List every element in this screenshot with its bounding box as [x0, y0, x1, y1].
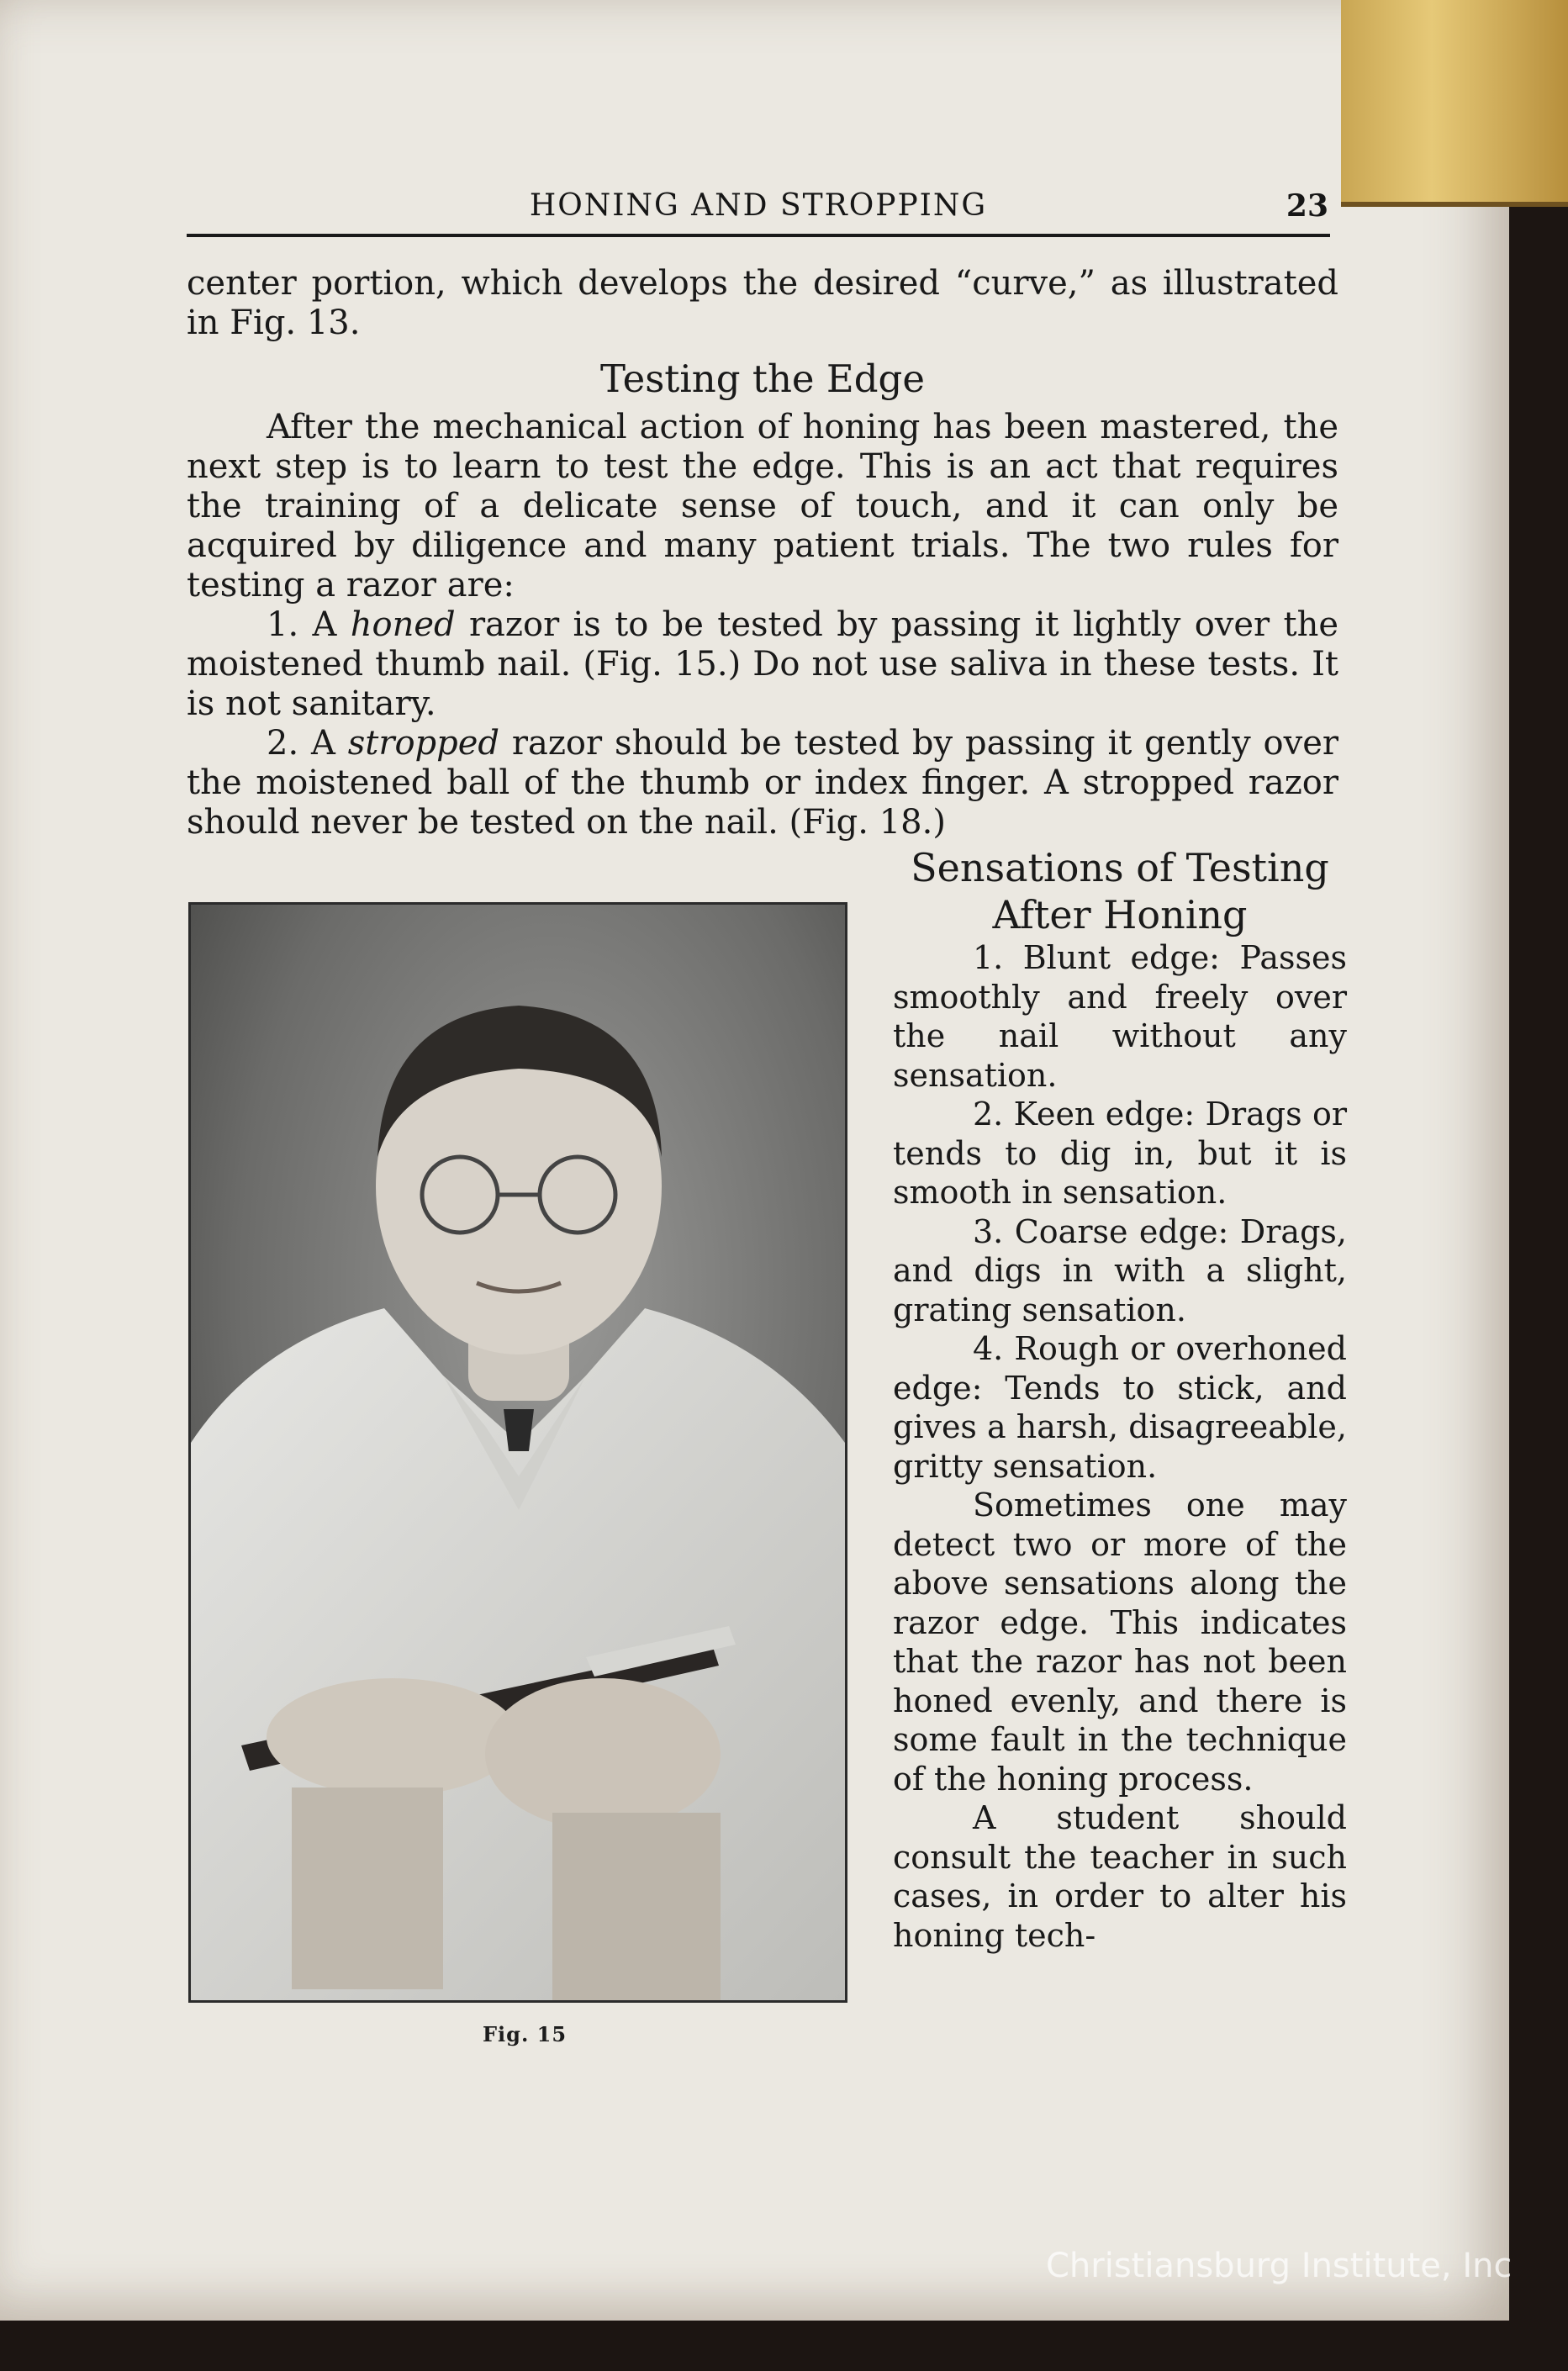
page-number: 23 [1286, 188, 1328, 224]
rule-1-paragraph [187, 605, 1338, 724]
rule-2-paragraph [187, 724, 1338, 842]
section-sensations [893, 844, 1347, 1955]
continuation-paragraph: center portion, which develops the desired “curve,” as illustrated in Fig. 13. [187, 264, 1338, 342]
sensations-heading-line-2: After Honing [992, 892, 1248, 937]
testing-intro-paragraph: After the mechanical action of honing has been mastered, the next step is to learn to test the edge. This is an act that requires the training of a delicate sense of touch, and it can only be acquired by diligence and many patient trials. The two rules for testing a razor are: [187, 408, 1338, 605]
student-paragraph: A student should consult the teacher in such cases, in order to alter his honing tech- [893, 1799, 1347, 1954]
page-header [187, 185, 1330, 237]
sensation-item-keen: 2. Keen edge: Drags or tends to dig in, but it is smooth in sensation. [893, 1096, 1347, 1211]
rule-1-emphasis: honed [350, 605, 456, 644]
barber-testing-razor-illustration [191, 905, 845, 2000]
sensation-item-coarse: 3. Coarse edge: Drags, and digs in with a slight, grating sensation. [893, 1212, 1347, 1328]
figure-caption: Fig. 15 [483, 2022, 568, 2046]
sensation-item-rough: 4. Rough or overhoned edge: Tends to stick, and gives a harsh, disagreeable, gritty sensation. [893, 1330, 1347, 1485]
rule-1-text: razor is to be tested by passing it lightly over the moistened thumb nail. (Fig. 15.) Do not use saliva in these tests. It is not sanitary. [187, 605, 1339, 723]
rule-2-text: razor should be tested by passing it gently over the moistened ball of the thumb or index finger. A stropped razor should never be tested on the nail. (Fig. 18.) [187, 724, 1338, 842]
section-testing-edge [187, 356, 1338, 401]
testing-edge-body [187, 408, 1338, 842]
sometimes-paragraph: Sometimes one may detect two or more of the above sensations along the razor edge. This indicates that the razor has not been honed evenly, and there is some fault in the technique of the honing process. [893, 1486, 1347, 1798]
sensations-heading-line-1: Sensations of Testing [911, 845, 1329, 890]
rule-2-prefix: 2. A [267, 724, 348, 763]
rule-1-prefix: 1. A [267, 605, 351, 644]
section-heading-testing-edge: Testing the Edge [600, 356, 925, 401]
intro-continuation [187, 264, 1338, 343]
running-title: HONING AND STROPPING [529, 188, 988, 223]
watermark: Christiansburg Institute, Inc [1046, 2247, 1513, 2285]
rule-2-emphasis: stropped [347, 724, 500, 763]
sensation-item-blunt: 1. Blunt edge: Passes smoothly and freely over the nail without any sensation. [893, 939, 1347, 1094]
figure-15-photo [188, 902, 847, 2003]
gold-tab-edge [1341, 0, 1568, 207]
